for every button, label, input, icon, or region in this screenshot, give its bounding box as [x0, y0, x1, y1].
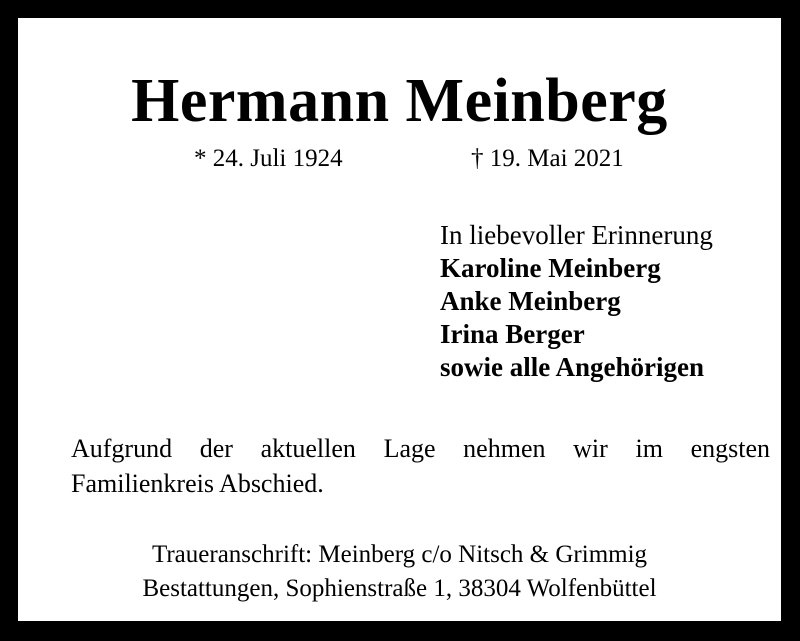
deceased-name: Hermann Meinberg	[131, 67, 668, 135]
remembrance-intro: In liebevoller Erinnerung	[440, 220, 713, 250]
address-line: Bestattungen, Sophienstraße 1, 38304 Wolfenbüttel	[142, 575, 657, 602]
message-line: Aufgrund der aktuellen Lage nehmen wir im engsten	[71, 434, 770, 463]
message-line: Familienkreis Abschied.	[71, 469, 324, 498]
mourning-address	[18, 538, 781, 606]
mourner-relatives: sowie alle Angehörigen	[440, 352, 704, 382]
address-line: Traueranschrift: Meinberg c/o Nitsch & Grimmig	[151, 541, 648, 568]
mourners-block	[440, 219, 713, 384]
mourner-name: Irina Berger	[440, 319, 585, 349]
mourner-name: Anke Meinberg	[440, 286, 621, 316]
farewell-message	[71, 431, 770, 501]
death-date: † 19. Mai 2021	[471, 145, 624, 172]
birth-date: * 24. Juli 1924	[194, 145, 343, 172]
mourner-name: Karoline Meinberg	[440, 253, 661, 283]
